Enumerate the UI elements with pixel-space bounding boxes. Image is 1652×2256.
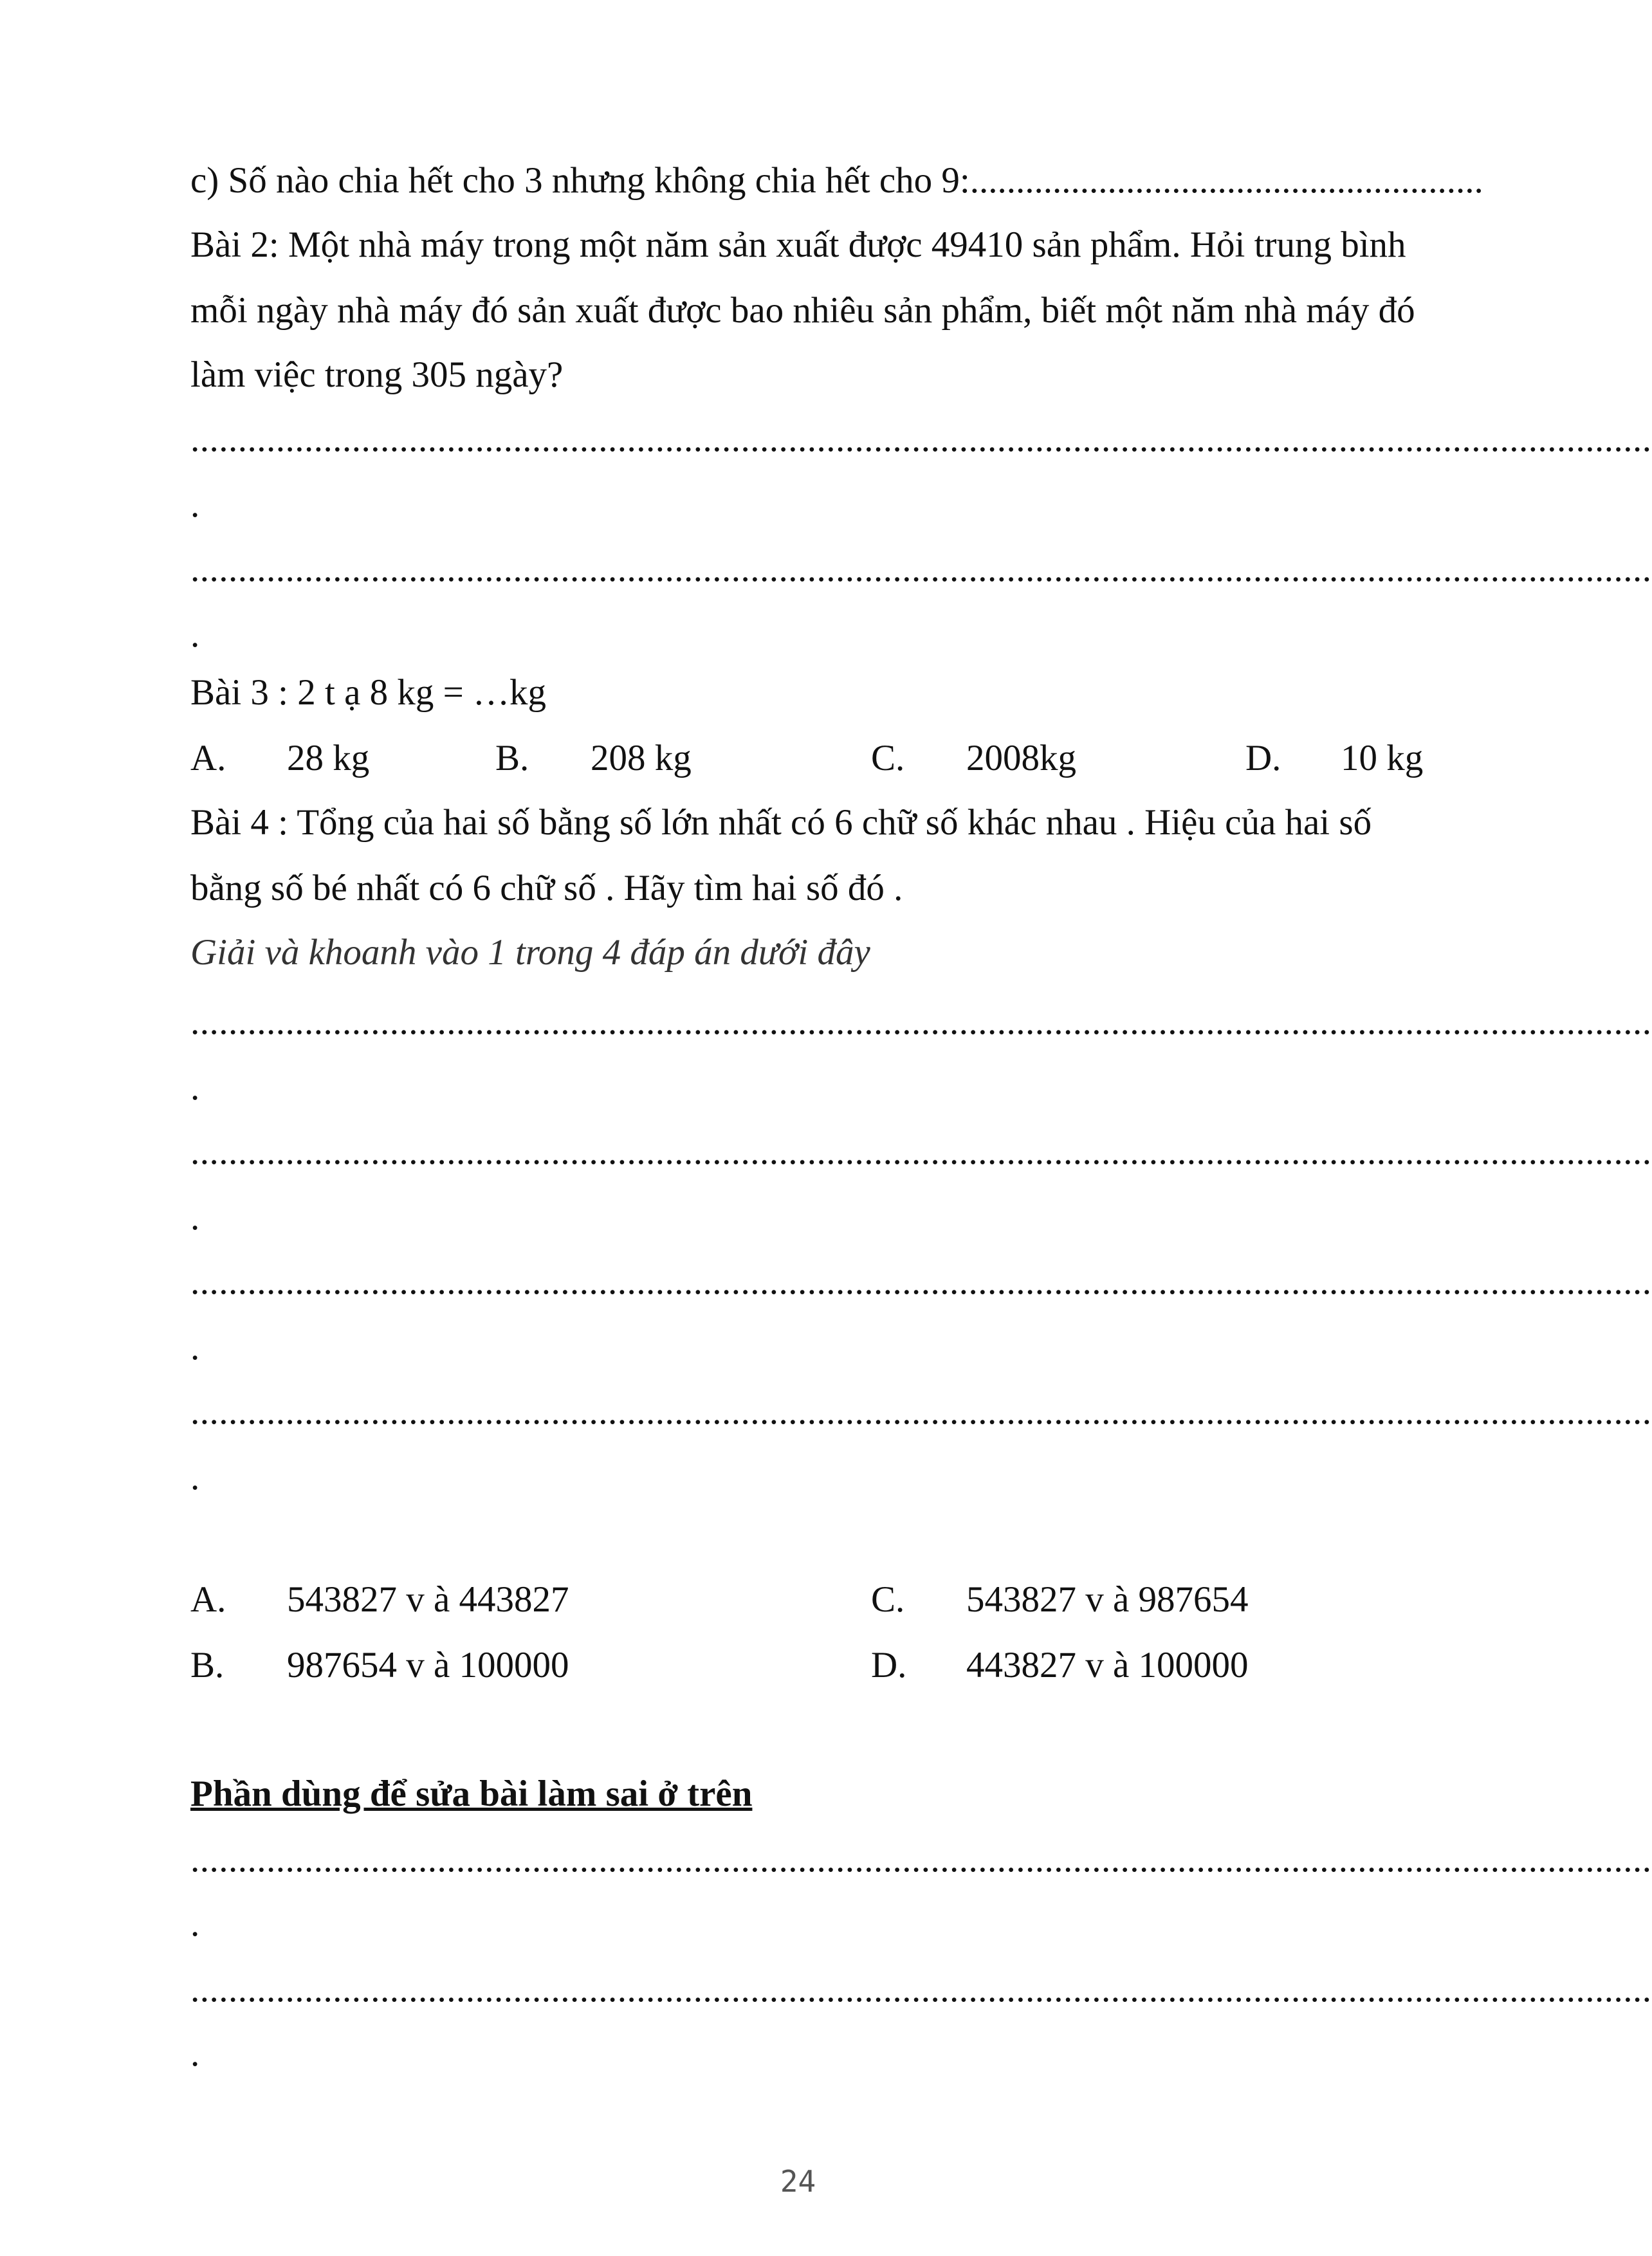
question-1c (190, 162, 1483, 199)
bai2-line-2: mỗi ngày nhà máy đó sản xuất được bao nhiêu sản phẩm, biết một năm nhà máy đó (190, 290, 1415, 331)
bai4-answer-period-4: . (190, 1457, 200, 1498)
bai2-answer-period-2: . (190, 614, 200, 655)
bai3-question: Bài 3 : 2 t ạ 8 kg = …kg (190, 672, 547, 713)
correction-period-1: . (190, 1903, 200, 1944)
bai3-option-c-letter: C. (871, 738, 905, 778)
bai4-option-b-value: 987654 v à 100000 (287, 1645, 569, 1685)
page-number: 24 (780, 2164, 816, 2199)
bai4-answer-period-2: . (190, 1197, 200, 1238)
bai4-answer-line-2[interactable]: .......................................................................................................................................................... (190, 1132, 1652, 1172)
bai3-option-a-letter: A. (190, 738, 226, 778)
question-1c-text: c) Số nào chia hết cho 3 nhưng không chia hết cho 9: (190, 160, 970, 201)
bai4-instruction: Giải và khoanh vào 1 trong 4 đáp án dưới đây (190, 932, 870, 973)
bai4-answer-line-3[interactable]: .......................................................................................................................................................... (190, 1261, 1652, 1302)
bai4-option-c-value: 543827 v à 987654 (966, 1579, 1249, 1620)
bai2-line-1: Bài 2: Một nhà máy trong một năm sản xuất được 49410 sản phẩm. Hỏi trung bình (190, 225, 1406, 265)
bai2-answer-line-2[interactable]: .......................................................................................................................................................... (190, 549, 1652, 589)
bai2-line-3: làm việc trong 305 ngày? (190, 354, 564, 395)
bai4-answer-line-1[interactable]: .......................................................................................................................................................... (190, 1002, 1652, 1042)
correction-heading: Phần dùng để sửa bài làm sai ở trên (190, 1774, 753, 1814)
bai4-answer-period-1: . (190, 1067, 200, 1108)
bai4-option-d-letter: D. (871, 1645, 907, 1685)
question-1c-dots: ........................................................ (969, 160, 1483, 201)
bai4-line-2: bằng số bé nhất có 6 chữ số . Hãy tìm hai số đó . (190, 868, 903, 908)
bai4-line-1: Bài 4 : Tổng của hai số bằng số lớn nhất có 6 chữ số khác nhau . Hiệu của hai số (190, 802, 1372, 843)
correction-period-2: . (190, 2033, 200, 2074)
bai4-option-a-value: 543827 v à 443827 (287, 1579, 569, 1620)
bai3-option-d-letter: D. (1245, 738, 1281, 778)
bai4-answer-period-3: . (190, 1327, 200, 1368)
bai3-option-a-value: 28 kg (287, 738, 370, 778)
bai4-option-c-letter: C. (871, 1579, 905, 1620)
bai4-option-b-letter: B. (190, 1645, 225, 1685)
correction-line-1[interactable]: .......................................................................................................................................................... (190, 1839, 1652, 1880)
correction-line-2[interactable]: .......................................................................................................................................................... (190, 1969, 1652, 2010)
bai4-answer-line-4[interactable]: .......................................................................................................................................................... (190, 1391, 1652, 1432)
bai3-option-b-letter: B. (495, 738, 529, 778)
bai4-option-d-value: 443827 v à 100000 (966, 1645, 1249, 1685)
bai2-answer-period-1: . (190, 484, 200, 525)
bai3-option-b-value: 208 kg (591, 738, 692, 778)
bai4-option-a-letter: A. (190, 1579, 226, 1620)
bai3-option-d-value: 10 kg (1341, 738, 1424, 778)
bai2-answer-line-1[interactable]: .......................................................................................................................................................... (190, 419, 1652, 459)
bai3-option-c-value: 2008kg (966, 738, 1076, 778)
